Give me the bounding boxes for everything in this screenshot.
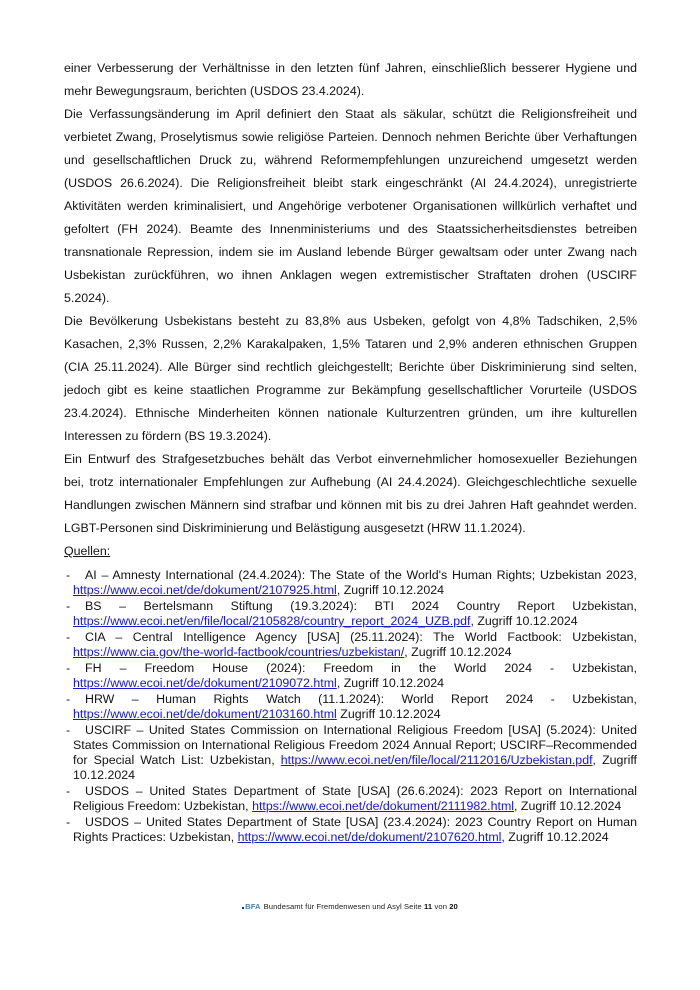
source-link[interactable]: https://www.ecoi.net/de/dokument/2107620.html (237, 830, 502, 844)
bullet-dash: - (66, 723, 71, 737)
source-item (64, 723, 637, 783)
footer-page-label: Seite (403, 902, 422, 911)
source-text: HRW – Human Rights Watch (11.1.2024): World Report 2024 - Uzbekistan, https://www.ecoi.net/de/dokument/2103160.html Zugriff 10.12.2024 (73, 692, 637, 721)
source-link[interactable]: https://www.ecoi.net/de/dokument/2103160.html (73, 707, 337, 721)
body-paragraph: Die Verfassungsänderung im April definiert den Staat als säkular, schützt die Religionsfreiheit und verbietet Zwang, Proselytismus sowie religiöse Parteien. Dennoch nehmen Berichte über Verhaftungen und gesellschaftlichen Druck zu, während Reformempfehlungen unzureichend umgesetzt werden (USDOS 26.6.2024). Die Religionsfreiheit bleibt stark eingeschränkt (AI 24.4.2024), unregistrierte Aktivitäten werden kriminalisiert, und Angehörige verbotener Organisationen willkürlich verhaftet und gefoltert (FH 2024). Beamte des Innenministeriums und des Staatssicherheitsdienstes betreiben transnationale Repression, indem sie im Ausland lebende Bürger gewaltsam oder unter Zwang nach Usbekistan zurückführen, wo ihnen Anklagen wegen extremistischer Straftaten drohen (USCIRF 5.2024). (64, 107, 637, 305)
source-link[interactable]: https://www.ecoi.net/en/file/local/2105828/country_report_2024_UZB.pdf (73, 614, 471, 628)
footer-page-current: 11 (424, 902, 433, 911)
bullet-dash: - (66, 815, 71, 829)
bullet-dash: - (66, 784, 71, 798)
source-item (64, 630, 637, 660)
footer-of-label: von (434, 902, 448, 911)
source-link[interactable]: https://www.ecoi.net/en/file/local/2112016/Uzbekistan.pdf (280, 753, 593, 767)
source-item (64, 599, 637, 629)
bfa-logo-dot-icon (242, 907, 244, 909)
body-paragraph: Die Bevölkerung Usbekistans besteht zu 83,8% aus Usbeken, gefolgt von 4,8% Tadschiken, 2,5% Kasachen, 2,3% Russen, 2,2% Karakalpaken, 1,5% Tataren und 2,9% anderen ethnischen Gruppen (CIA 25.11.2024). Alle Bürger sind rechtlich gleichgestellt; Berichte über Diskriminierung sind selten, jedoch gibt es keine staatlichen Programme zur Bekämpfung gesellschaftlicher Vorurteile (USDOS 23.4.2024). Ethnische Minderheiten können nationale Kulturzentren gründen, um ihre kulturellen Interessen zu fördern (BS 19.3.2024). (64, 314, 637, 443)
footer-page-total: 20 (449, 902, 458, 911)
source-link[interactable]: https://www.ecoi.net/de/dokument/2111982.html (252, 799, 515, 813)
source-link[interactable]: https://www.cia.gov/the-world-factbook/countries/uzbekistan/ (73, 645, 405, 659)
bullet-dash: - (66, 692, 71, 706)
bullet-dash: - (66, 630, 71, 644)
footer-office-name: Bundesamt für Fremdenwesen und Asyl (263, 902, 402, 911)
body-paragraph: Ein Entwurf des Strafgesetzbuches behält das Verbot einvernehmlicher homosexueller Beziehungen bei, trotz internationaler Empfehlungen zur Aufhebung (AI 24.4.2024). Gleichgeschlechtliche sexuelle Handlungen zwischen Männern sind strafbar und können mit bis zu drei Jahren Haft geahndet werden. LGBT-Personen sind Diskriminierung und Belästigung ausgesetzt (HRW 11.1.2024). (64, 452, 637, 535)
source-text: FH – Freedom House (2024): Freedom in the World 2024 - Uzbekistan, https://www.ecoi.net/de/dokument/2109072.html, Zugriff 10.12.2024 (73, 661, 637, 690)
source-link[interactable]: https://www.ecoi.net/de/dokument/2109072.html (73, 676, 337, 690)
source-item (64, 692, 637, 722)
bullet-dash: - (66, 661, 71, 675)
source-text: USDOS – United States Department of State [USA] (26.6.2024): 2023 Report on International Religious Freedom: Uzbekistan, https://www.ecoi.net/de/dokument/2111982.html, Zugriff 10.12.2024 (73, 784, 637, 813)
source-item (64, 568, 637, 598)
source-link[interactable]: https://www.ecoi.net/de/dokument/2107925.html (73, 583, 337, 597)
source-text: BS – Bertelsmann Stiftung (19.3.2024): BTI 2024 Country Report Uzbekistan, https://www.ecoi.net/en/file/local/2105828/country_report_2024_UZB.pdf, Zugriff 10.12.2024 (73, 599, 637, 628)
source-text: USDOS – United States Department of State [USA] (23.4.2024): 2023 Country Report on Human Rights Practices: Uzbekistan, https://www.ecoi.net/de/dokument/2107620.html, Zugriff 10.12.2024 (73, 815, 637, 844)
source-text: CIA – Central Intelligence Agency [USA] (25.11.2024): The World Factbook: Uzbekistan, https://www.cia.gov/the-world-factbook/countries/uzbekistan/, Zugriff 10.12.2024 (73, 630, 637, 659)
bfa-logo: BFA (245, 902, 261, 911)
page-footer (0, 901, 700, 913)
body-paragraph: einer Verbesserung der Verhältnisse in den letzten fünf Jahren, einschließlich besserer Hygiene und mehr Bewegungsraum, berichten (USDOS 23.4.2024). (64, 61, 637, 98)
source-text: USCIRF – United States Commission on International Religious Freedom [USA] (5.2024): United States Commission on International Religious Freedom 2024 Annual Report; USCIRF–Recommended for Special Watch List: Uzbekistan, https://www.ecoi.net/en/file/local/2112016/Uzbekistan.pdf, Zugriff 10.12.2024 (73, 723, 637, 782)
body-text (64, 57, 637, 540)
source-item (64, 784, 637, 814)
source-list (64, 568, 637, 845)
bullet-dash: - (66, 599, 71, 613)
sources-heading: Quellen: (64, 544, 111, 558)
source-item (64, 661, 637, 691)
bullet-dash: - (66, 568, 71, 582)
source-item (64, 815, 637, 845)
source-text: AI – Amnesty International (24.4.2024): The State of the World's Human Rights; Uzbekistan 2023, https://www.ecoi.net/de/dokument/2107925.html, Zugriff 10.12.2024 (73, 568, 637, 597)
